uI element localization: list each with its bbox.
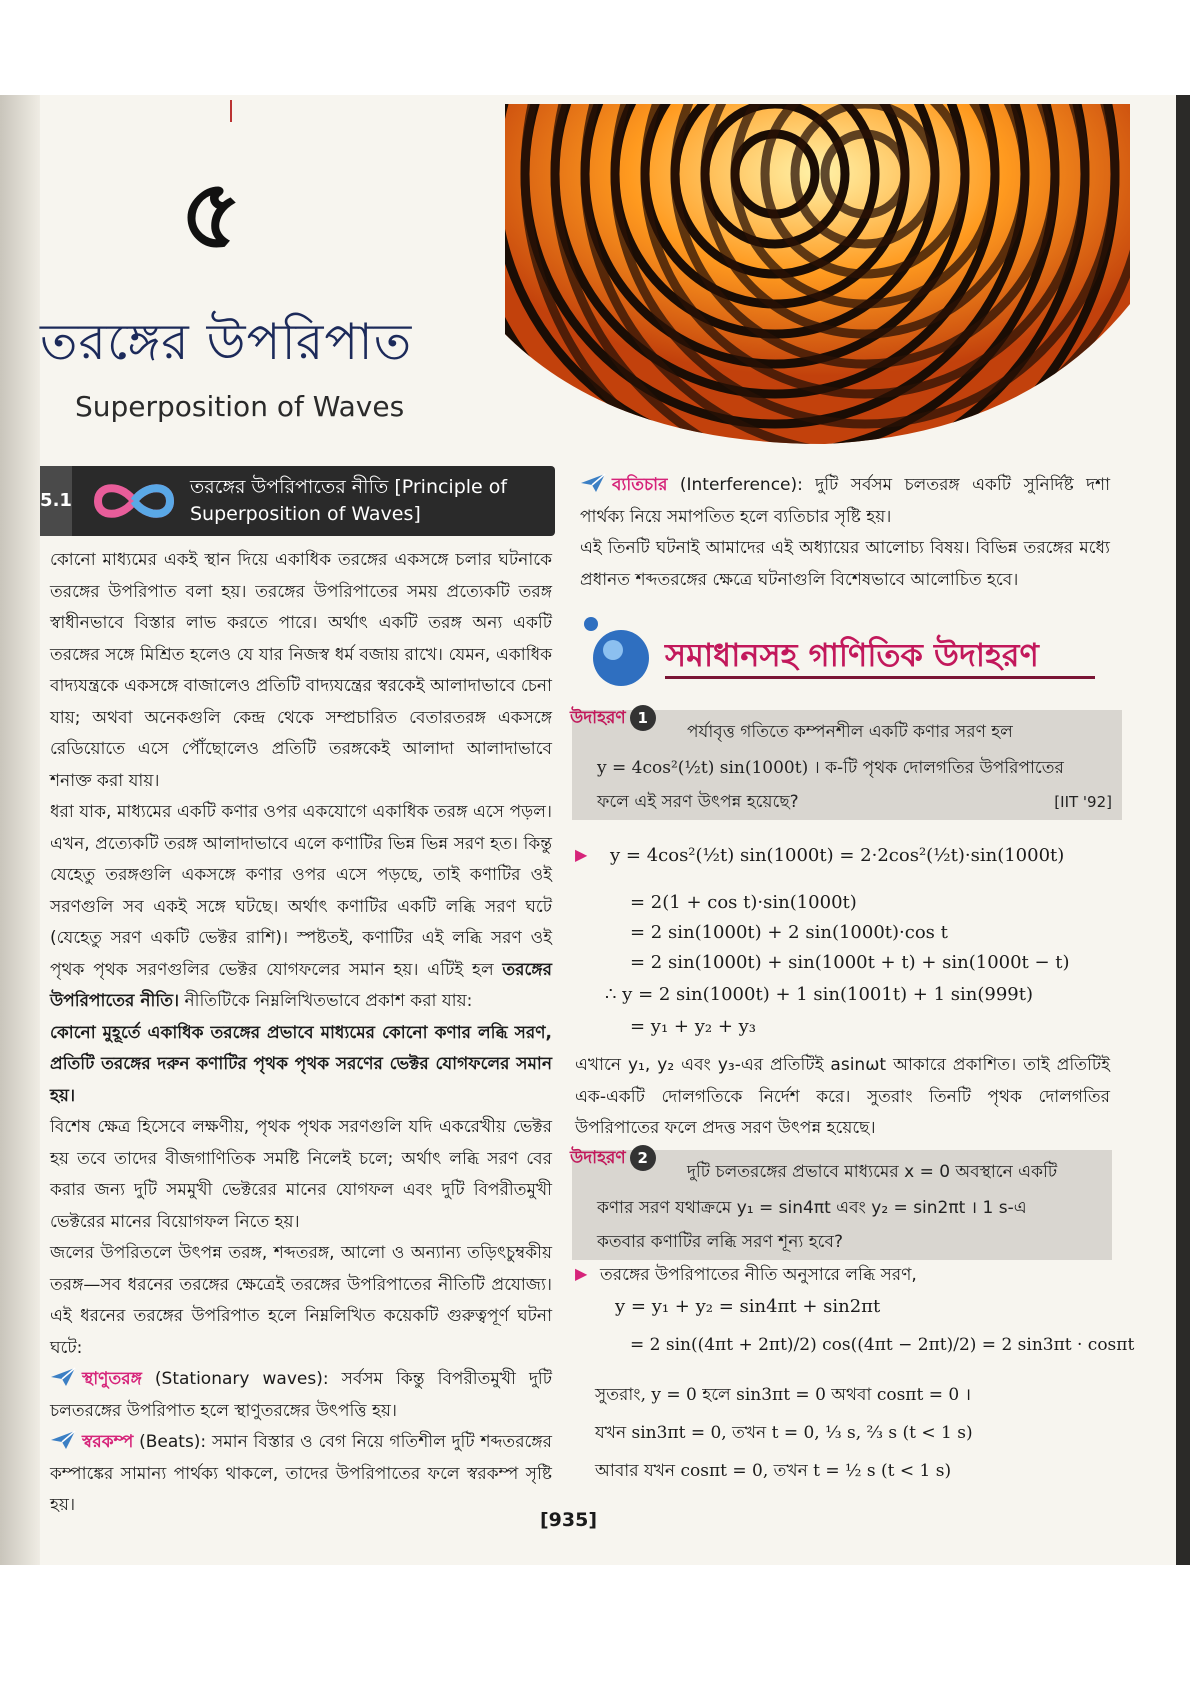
infinity-icon	[84, 476, 184, 526]
solution-1-line-1: y = 4cos²(½t) sin(1000t) = 2·2cos²(½t)·sin(1000t)	[610, 845, 1065, 866]
example-2-question-line1: দুটি চলতরঙ্গের প্রভাবে মাধ্যমের x = 0 অবস্থানে একটি	[687, 1162, 1058, 1182]
paper-plane-icon	[580, 473, 606, 493]
example-1-reference: [IIT '92]	[1054, 793, 1112, 811]
solution-2-line-1: y = y₁ + y₂ = sin4πt + sin2πt	[615, 1296, 881, 1317]
principle-term: তরঙ্গের উপরিপাতের নীতি।	[50, 959, 552, 1011]
paragraph-collinear: বিশেষ ক্ষেত্র হিসেবে লক্ষণীয়, পৃথক পৃথক সরণগুলি যদি একরেখীয় ভেক্টর হয় তবে তাদের বীজগাণিতিক সমষ্টি নিলেই চলে; অর্থাৎ লব্ধি সরণ বের করার জন্য দুটি সমমুখী ভেক্টরের মানের যোগফল এবং দুটি বিপরীতমুখী ভেক্টরের মানের বিয়োগফল নিতে হয়।	[50, 1117, 552, 1232]
book-spine	[0, 95, 40, 1565]
paper-plane-icon	[50, 1430, 76, 1450]
section-number: 5.1	[40, 466, 72, 536]
section-heading	[40, 466, 555, 536]
example-1-question-line2	[597, 750, 1117, 786]
page-edge	[1176, 95, 1190, 1565]
solution-1-line-2: = 2(1 + cos t)·sin(1000t)	[630, 892, 857, 913]
solved-examples-heading	[575, 600, 1115, 690]
chapter-title-english: Superposition of Waves	[75, 390, 405, 423]
example-1-question-line1: পর্যাবৃত্ত গতিতে কম্পনশীল একটি কণার সরণ হল	[687, 722, 1013, 742]
principle-statement: কোনো মুহূর্তে একাধিক তরঙ্গের প্রভাবে মাধ্যমের কোনো কণার লব্ধি সরণ, প্রতিটি তরঙ্গের দরুন কণাটির পৃথক পৃথক সরণের ভেক্টর যোগফলের সমান হয়।	[50, 1022, 552, 1106]
example-2-label	[570, 1140, 656, 1176]
solution-2-line-3: সুতরাং, y = 0 হলে sin3πt = 0 অথবা cosπt = 0 ।	[595, 1385, 972, 1405]
example-1-box	[572, 710, 1122, 820]
example-1-question-line3: ফলে এই সরণ উৎপন্ন হয়েছে?	[597, 792, 799, 812]
chapter-number: ৫	[180, 158, 243, 270]
example-2-box	[572, 1150, 1112, 1260]
solution-1-line-5: ∴ y = 2 sin(1000t) + 1 sin(1001t) + 1 sin(999t)	[605, 984, 1034, 1005]
stationary-text: (Stationary waves): সর্বসম কিন্তু বিপরীতমুখী দুটি চলতরঙ্গের উপরিপাত হলে স্থাণুতরঙ্গের উৎপত্তি হয়।	[50, 1369, 552, 1421]
solution-1-line-4: = 2 sin(1000t) + sin(1000t + t) + sin(1000t − t)	[630, 952, 1070, 973]
example-2-question-line3: কতবার কণাটির লব্ধি সরণ শূন্য হবে?	[597, 1232, 843, 1252]
example-1-question-cont: । ক-টি পৃথক দোলগতির উপরিপাতের	[813, 758, 1064, 778]
example-label-text: উদাহরণ	[570, 1148, 626, 1168]
right-column-intro	[580, 470, 1110, 596]
solution-1-explanation: এখানে y₁, y₂ এবং y₃-এর প্রতিটিই asinωt আকারে প্রকাশিত। তাই প্রতিটিই এক-একটি দোলগতিকে নির্দেশ করে। সুতরাং তিনটি পৃথক দোলগতির উপরিপাতের ফলে প্রদত্ত সরণ উৎপন্ন হয়েছে।	[575, 1055, 1110, 1138]
solution-2-line-4: যখন sin3πt = 0, তখন t = 0, ⅓ s, ⅔ s (t < 1 s)	[595, 1423, 973, 1443]
paragraph-expression: নীতিটিকে নিম্নলিখিতভাবে প্রকাশ করা যায়:	[184, 991, 473, 1011]
paragraph-resultant	[50, 797, 552, 1018]
example-2-number: 2	[630, 1145, 656, 1171]
interference-text: (Interference): দুটি সর্বসম চলতরঙ্গ একটি সুনির্দিষ্ট দশা পার্থক্য নিয়ে সমাপতিত হলে ব্যতিচার সৃষ্টি হয়।	[580, 475, 1111, 527]
stationary-term: স্থাণুতরঙ্গ	[82, 1369, 142, 1389]
solution-marker-icon: ▶	[575, 1264, 588, 1283]
left-column	[50, 545, 552, 1522]
chapter-intro-text: এই তিনটি ঘটনাই আমাদের এই অধ্যায়ের আলোচ্য বিষয়। বিভিন্ন তরঙ্গের মধ্যে প্রধানত শব্দতরঙ্গের ক্ষেত্রে ঘটনাগুলি বিশেষভাবে আলোচিত হবে।	[580, 538, 1110, 590]
beats-text: (Beats): সমান বিস্তার ও বেগ নিয়ে গতিশীল দুটি শব্দতরঙ্গের কম্পাঙ্কের সামান্য পার্থক্য থাকলে, তাদের উপরিপাতের ফলে স্বরকম্প সৃষ্টি হয়।	[50, 1432, 553, 1515]
example-1-equation: y = 4cos²(½t) sin(1000t)	[597, 758, 809, 778]
solution-marker-icon: ▶	[575, 845, 588, 864]
interference-item	[580, 470, 1110, 533]
interference-term: ব্যতিচার	[612, 475, 668, 495]
solution-2-intro: তরঙ্গের উপরিপাতের নীতি অনুসারে লব্ধি সরণ,	[600, 1265, 917, 1285]
example-1-number: 1	[630, 705, 656, 731]
paragraph-definition: কোনো মাধ্যমের একই স্থান দিয়ে একাধিক তরঙ্গের একসঙ্গে চলার ঘটনাকে তরঙ্গের উপরিপাত বলা হয়। তরঙ্গের উপরিপাতের সময় প্রত্যেকটি তরঙ্গ স্বাধীনভাবে বিস্তার লাভ করতে পারে। অর্থাৎ একটি তরঙ্গ অন্য একটি তরঙ্গের সঙ্গে মিশ্রিত হলেও যে যার নিজস্ব ধর্ম বজায় রাখে। যেমন, একাধিক বাদ্যযন্ত্রকে একসঙ্গে বাজালেও প্রতিটি বাদ্যযন্ত্রের স্বরকেই আলাদাভাবে চেনা যায়; অথবা অনেকগুলি কেন্দ্র থেকে সম্প্রচারিত বেতারতরঙ্গ একসঙ্গে রেডিয়োতে এসে পৌঁছোলেও প্রতিটি তরঙ্গকেই আলাদা আলাদাভাবে শনাক্ত করা যায়।	[50, 550, 552, 791]
paper-plane-icon	[50, 1367, 76, 1387]
stationary-waves-item	[50, 1364, 552, 1427]
example-2-question-line2: কণার সরণ যথাক্রমে y₁ = sin4πt এবং y₂ = sin2πt । 1 s-এ	[597, 1198, 1027, 1218]
solved-examples-title: সমাধানসহ গাণিতিক উদাহরণ	[665, 636, 1039, 674]
section-title: তরঙ্গের উপরিপাতের নীতি [Principle of Superposition of Waves]	[190, 476, 508, 525]
beats-item	[50, 1427, 552, 1522]
bubble-icon	[575, 610, 655, 690]
solution-1-line-3: = 2 sin(1000t) + 2 sin(1000t)·cos t	[630, 922, 948, 943]
interference-pattern-image	[505, 104, 1130, 444]
solution-2-line-5: আবার যখন cosπt = 0, তখন t = ½ s (t < 1 s)	[595, 1461, 952, 1481]
example-label-text: উদাহরণ	[570, 708, 626, 728]
paragraph-applicability: জলের উপরিতলে উৎপন্ন তরঙ্গ, শব্দতরঙ্গ, আলো ও অন্যান্য তড়িৎচুম্বকীয় তরঙ্গ—সব ধরনের তরঙ্গের ক্ষেত্রেই তরঙ্গের উপরিপাতের নীতিটি প্রযোজ্য। এই ধরনের তরঙ্গের উপরিপাত হলে নিম্নলিখিত কয়েকটি গুরুত্বপূর্ণ ঘটনা ঘটে:	[50, 1243, 552, 1358]
beats-term: স্বরকম্প	[82, 1432, 134, 1452]
heading-underline	[665, 676, 1095, 679]
page-number: [935]	[540, 1509, 598, 1531]
example-1-label	[570, 700, 656, 736]
page-tick-mark	[230, 100, 232, 122]
solution-2-line-2: = 2 sin((4πt + 2πt)/2) cos((4πt − 2πt)/2) = 2 sin3πt · cosπt	[630, 1335, 1135, 1355]
chapter-title-bengali: তরঙ্গের উপরিপাত	[40, 313, 413, 371]
solution-1-line-6: = y₁ + y₂ + y₃	[630, 1016, 757, 1037]
paragraph-resultant-text: ধরা যাক, মাধ্যমের একটি কণার ওপর একযোগে একাধিক তরঙ্গ এসে পড়ল। এখন, প্রত্যেকটি তরঙ্গ আলাদাভাবে এলে কণাটির ভিন্ন ভিন্ন সরণ হত। কিন্তু যেহেতু তরঙ্গগুলি একসঙ্গে কণার ওপর এসে পড়ছে, তাই কণাটির ওই সরণগুলি সব একই সঙ্গে ঘটছে। অর্থাৎ কণাটির একটি লব্ধি সরণ ঘটে (যেহেতু সরণ একটি ভেক্টর রাশি)। স্পষ্টতই, কণাটির এই লব্ধি সরণ ওই পৃথক পৃথক সরণগুলির ভেক্টর যোগফলের সমান হয়। এটিই হল	[50, 802, 552, 980]
